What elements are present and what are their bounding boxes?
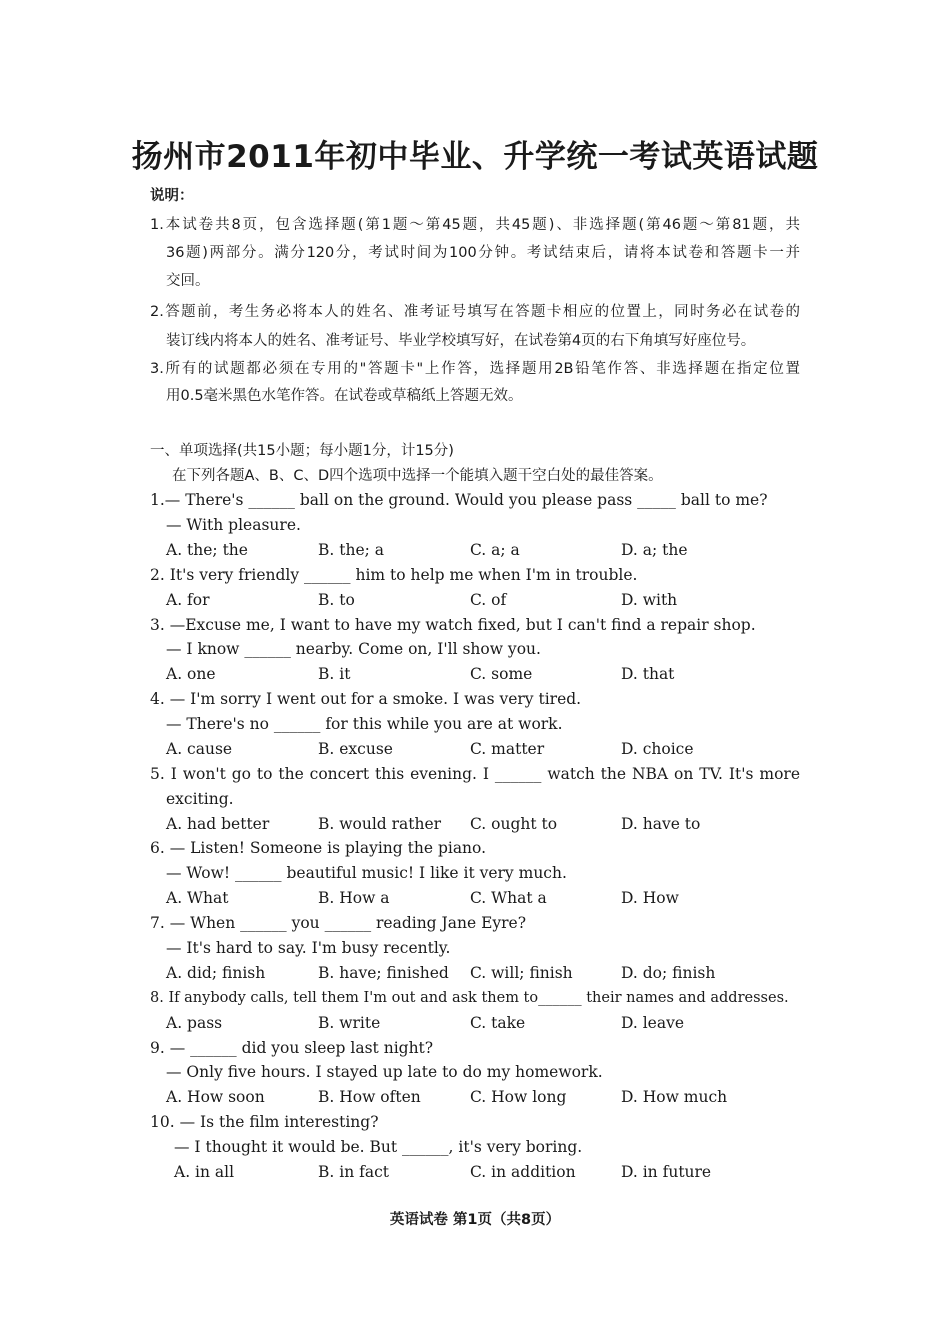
question-5-option-c: C. ought to [470,815,558,833]
question-8-option-d: D. leave [621,1014,685,1032]
question-8-stem: 8. If anybody calls, tell them I'm out and ask them to______ their names and addresses. [150,990,789,1006]
question-6-option-c: C. What a [470,889,547,907]
question-5-stem: 5. I won't go to the concert this evening. I ______ watch the NBA on TV. It's more [150,765,800,783]
question-5-option-a: A. had better [166,815,270,833]
section-heading: 一、单项选择(共15小题；每小题1分，计15分) [150,443,454,459]
question-8-option-a: A. pass [166,1014,223,1032]
note-1-line-3: 交回。 [166,273,210,289]
question-8-option-b: B. write [318,1014,381,1032]
question-3-option-a: A. one [166,665,216,683]
note-2-line-1: 2.答题前，考生务必将本人的姓名、准考证号填写在答题卡相应的位置上，同时务必在试卷的 [150,304,800,320]
exam-title: 扬州市2011年初中毕业、升学统一考试英语试题 [131,139,819,175]
note-1-line-2: 36题)两部分。满分120分，考试时间为100分钟。考试结束后，请将本试卷和答题卡一并 [166,245,800,261]
question-9-option-d: D. How much [621,1088,728,1106]
question-10-option-d: D. in future [621,1163,712,1181]
question-7-reply: — It's hard to say. I'm busy recently. [166,939,451,957]
question-6-reply: — Wow! ______ beautiful music! I like it very much. [166,864,567,882]
question-1-option-a: A. the; the [166,541,248,559]
question-2-option-d: D. with [621,591,678,609]
question-2-stem: 2. It's very friendly ______ him to help me when I'm in trouble. [150,566,638,584]
question-5-option-b: B. would rather [318,815,442,833]
question-3-option-d: D. that [621,665,675,683]
question-3-option-c: C. some [470,665,533,683]
question-9-option-b: B. How often [318,1088,421,1106]
question-5-option-d: D. have to [621,815,701,833]
question-7-option-b: B. have; finished [318,964,449,982]
question-7-option-a: A. did; finish [166,964,266,982]
question-3-option-b: B. it [318,665,351,683]
question-7-stem: 7. — When ______ you ______ reading Jane Eyre? [150,914,527,932]
question-10-stem: 10. — Is the film interesting? [150,1113,379,1131]
question-4-option-c: C. matter [470,740,545,758]
question-2-option-a: A. for [166,591,210,609]
question-6-option-a: A. What [166,889,229,907]
question-3-reply: — I know ______ nearby. Come on, I'll show you. [166,640,541,658]
question-1-option-c: C. a; a [470,541,520,559]
question-6-stem: 6. — Listen! Someone is playing the piano. [150,839,487,857]
note-3-line-1: 3.所有的试题都必须在专用的"答题卡"上作答，选择题用2B铅笔作答、非选择题在指定位置 [150,361,800,377]
question-9-option-a: A. How soon [166,1088,265,1106]
question-1-stem: 1.— There's ______ ball on the ground. Would you please pass _____ ball to me? [150,491,768,509]
question-8-option-c: C. take [470,1014,526,1032]
section-instruction: 在下列各题A、B、C、D四个选项中选择一个能填入题干空白处的最佳答案。 [172,468,663,484]
question-1-option-d: D. a; the [621,541,688,559]
question-9-stem: 9. — ______ did you sleep last night? [150,1039,434,1057]
question-2-option-b: B. to [318,591,355,609]
question-9-option-c: C. How long [470,1088,567,1106]
question-9-reply: — Only five hours. I stayed up late to do my homework. [166,1063,603,1081]
note-2-line-2: 装订线内将本人的姓名、准考证号、毕业学校填写好，在试卷第4页的右下角填写好座位号。 [166,333,756,349]
question-4-stem: 4. — I'm sorry I went out for a smoke. I was very tired. [150,690,582,708]
question-1-option-b: B. the; a [318,541,385,559]
question-7-option-d: D. do; finish [621,964,716,982]
question-4-reply: — There's no ______ for this while you are at work. [166,715,563,733]
question-10-reply: — I thought it would be. But ______, it's very boring. [174,1138,583,1156]
note-heading: 说明： [150,188,194,204]
question-4-option-a: A. cause [166,740,233,758]
note-3-line-2: 用0.5毫米黑色水笔作答。在试卷或草稿纸上答题无效。 [166,388,523,404]
question-7-option-c: C. will; finish [470,964,573,982]
question-4-option-b: B. excuse [318,740,393,758]
question-2-option-c: C. of [470,591,507,609]
question-3-stem: 3. —Excuse me, I want to have my watch fixed, but I can't find a repair shop. [150,616,756,634]
question-4-option-d: D. choice [621,740,694,758]
question-10-option-c: C. in addition [470,1163,576,1181]
question-6-option-b: B. How a [318,889,390,907]
page-footer: 英语试卷 第1页（共8页） [389,1212,561,1228]
note-1-line-1: 1.本试卷共8页，包含选择题(第1题～第45题，共45题)、非选择题(第46题～第81题，共 [150,217,800,233]
question-10-option-a: A. in all [174,1163,235,1181]
question-5-stem-cont: exciting. [166,790,234,808]
question-6-option-d: D. How [621,889,679,907]
question-1-reply: — With pleasure. [166,516,301,534]
question-10-option-b: B. in fact [318,1163,389,1181]
